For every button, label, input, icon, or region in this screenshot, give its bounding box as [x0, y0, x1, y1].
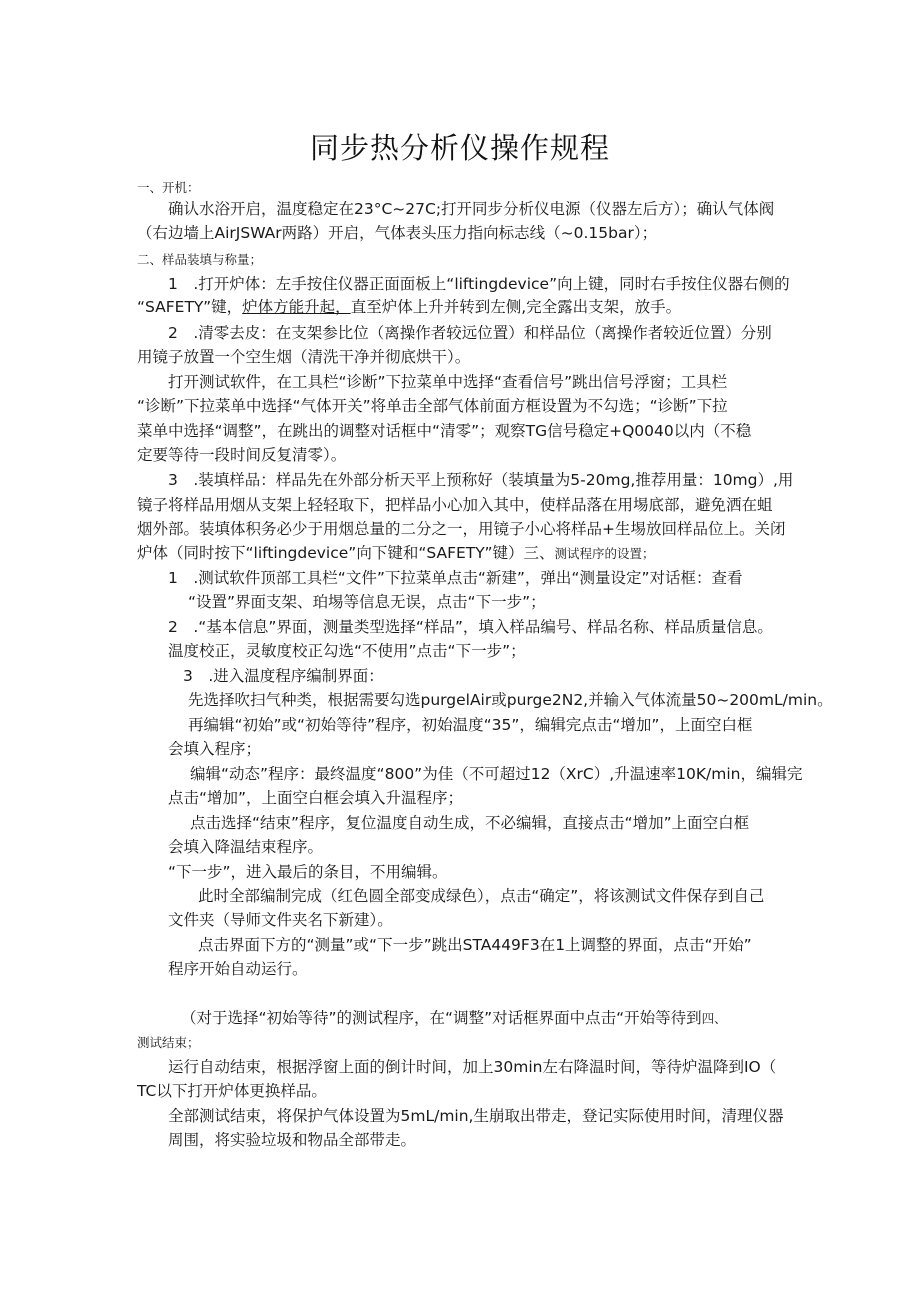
- paragraph-line: 全部测试结束，将保护气体设置为5mL/min,生崩取出带走，登记实际使用时间，清理仪器: [168, 1107, 784, 1125]
- paragraph-line: 2 .清零去皮：在支架参比位（离操作者较远位置）和样品位（离操作者较近位置）分别: [168, 324, 772, 342]
- paragraph-line: 此时全部编制完成（红色圆全部变成绿色），点击“确定”，将该测试文件保存到自己: [198, 887, 765, 905]
- underlined-text: 炉体方能升起，: [242, 298, 351, 316]
- paragraph-line: 定要等待一段时间反复清零）。: [137, 446, 347, 464]
- paragraph-line: 烟外部。装填体积务必少于用烟总量的二分之一，用镜子小心将样品+生埸放回样品位上。关闭: [137, 520, 786, 538]
- paragraph-line: 温度校正，灵敏度校正勾选“不使用”点击“下一步”；: [168, 642, 526, 660]
- paragraph-line: 编辑“动态”程序：最终温度“800”为佳（不可超过12（XrC）,升温速率10K/min，编辑完: [190, 765, 803, 783]
- section-heading-startup: 一、开机：: [137, 180, 200, 195]
- paragraph-line: 打开测试软件，在工具栏“诊断”下拉菜单中选择“查看信号”跳出信号浮窗；工具栏: [168, 373, 728, 391]
- paragraph-line: 2 .“基本信息”界面，测量类型选择“样品”，填入样品编号、样品名称、样品质量信息。: [168, 618, 773, 636]
- paragraph-line: 1 .打开炉体：左手按住仪器正面面板上“liftingdevice”向上键，同时右手按住仪器右侧的: [168, 275, 790, 293]
- paragraph-line: 镜子将样品用烟从支架上轻轻取下，把样品小心加入其中，使样品落在用埸底部，避免洒在蛆: [137, 496, 773, 514]
- text-span: （对于选择“初始等待”的测试程序，在“调整”对话框界面中点击“开始等待到: [181, 1009, 702, 1027]
- paragraph-line: 会填入程序；: [168, 740, 262, 758]
- paragraph-line: 确认水浴开启，温度稳定在23°C~27C;打开同步分析仪电源（仪器左后方）；确认气体阀: [168, 200, 775, 218]
- paragraph-line: [181, 1007, 727, 1030]
- section-number: 四、: [701, 1011, 727, 1026]
- paragraph-line: 运行自动结束，根据浮窗上面的倒计时间，加上30min左右降温时间，等待炉温降到IO（: [168, 1058, 777, 1076]
- text-span: 炉体（同时按下“liftingdevice”向下键和“SAFETY”键）三、: [137, 544, 555, 562]
- paragraph-line: 先选择吹扫气种类，根据需要勾选purgelAir或purge2N2,并输入气体流量50~200mL/min。: [188, 691, 833, 709]
- paragraph-line: 文件夹（导师文件夹名下新建）。: [168, 911, 393, 929]
- paragraph-line: 3 .进入温度程序编制界面：: [183, 667, 384, 685]
- paragraph-line: 点击界面下方的“测量”或“下一步”跳出STA449F3在1上调整的界面，点击“开始”: [198, 936, 752, 954]
- section-heading-sample: 二、样品装填与称量；: [137, 252, 263, 267]
- paragraph-line: 点击“增加”，上面空白框会填入升温程序；: [168, 789, 464, 807]
- paragraph-line: 程序开始自动运行。: [168, 960, 308, 978]
- paragraph-line: [137, 542, 655, 565]
- section-heading-end: 测试结束；: [137, 1035, 200, 1050]
- paragraph-line: “下一步”，进入最后的条目，不用编辑。: [168, 863, 448, 881]
- paragraph-line: （右边墙上AirJSWAr两路）开启，气体表头压力指向标志线（~0.15bar）；: [137, 224, 658, 242]
- section-heading-program: 测试程序的设置；: [554, 546, 655, 561]
- document-title: 同步热分析仪操作规程: [309, 131, 610, 165]
- text-span: “SAFETY”键，: [137, 298, 243, 316]
- text-span: 直至炉体上升并转到左侧,完全露出支架，放手。: [350, 298, 682, 316]
- paragraph-line: 3 .装填样品：样品先在外部分析天平上预称好（装填量为5-20mg,推荐用量：10mg）,用: [168, 471, 794, 489]
- paragraph-line: 用镜子放置一个空生烟（清洗干净并彻底烘干）。: [137, 348, 471, 366]
- paragraph-line: 菜单中选择“调整”，在跳出的调整对话框中“清零”；观察TG信号稳定+Q0040以内（不稳: [137, 422, 752, 440]
- paragraph-line: “诊断”下拉菜单中选择“气体开关”将单击全部气体前面方框设置为不勾选；“诊断”下拉: [137, 397, 728, 415]
- paragraph-line: 1 .测试软件顶部工具栏“文件”下拉菜单点击“新建”，弹出“测量设定”对话框：查看: [168, 569, 743, 587]
- paragraph-line: [137, 296, 681, 318]
- paragraph-line: 再编辑“初始”或“初始等待”程序，初始温度“35”，编辑完点击“增加”，上面空白框: [188, 716, 753, 734]
- paragraph-line: 会填入降温结束程序。: [168, 838, 324, 856]
- paragraph-line: 周围，将实验垃圾和物品全部带走。: [168, 1131, 417, 1149]
- paragraph-line: “设置”界面支架、珀埸等信息无误，点击“下一步”；: [188, 593, 546, 611]
- paragraph-line: TC以下打开炉体更换样品。: [137, 1082, 327, 1100]
- paragraph-line: 点击选择“结束”程序，复位温度自动生成，不必编辑，直接点击“增加”上面空白框: [190, 814, 750, 832]
